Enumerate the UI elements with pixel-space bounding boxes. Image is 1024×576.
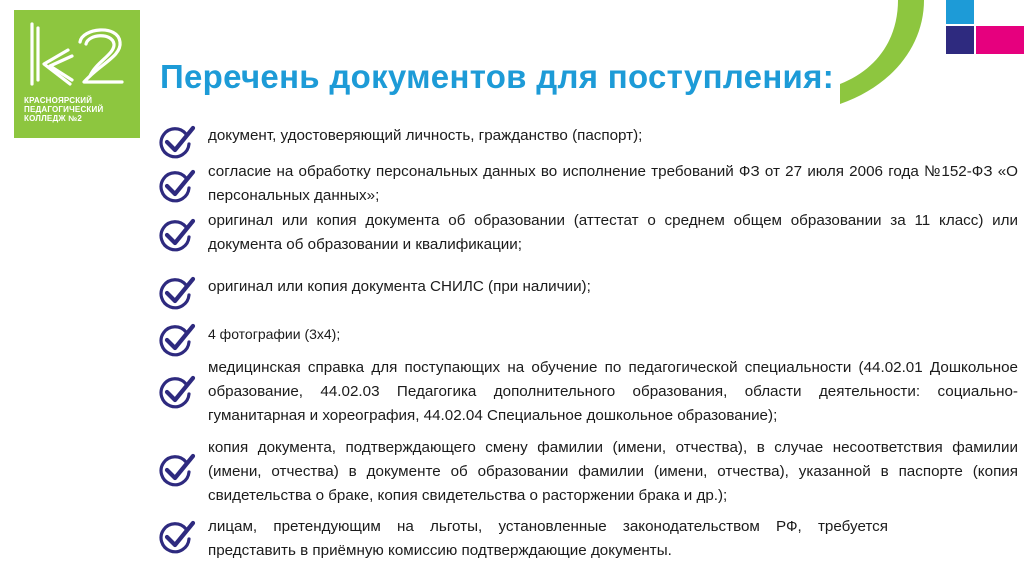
check-circle-icon: [156, 217, 196, 253]
list-item-text: 4 фотографии (3х4);: [208, 326, 341, 342]
list-item-text: копия документа, подтверждающего смену фамилии (имени, отчества), в случае несоответствия фамилии (имени, отчества) в документе об образовании фамилии (имени, отчества), указанной в паспорте (копия свидетельства о браке, копия свидетельства о расторжении брака и др.);: [208, 439, 1018, 504]
check-circle-icon: [156, 124, 196, 160]
list-item-text: согласие на обработку персональных данных во исполнение требований ФЗ от 27 июля 2006 года №152-ФЗ «О персональных данных»;: [208, 163, 1018, 204]
list-item-text: оригинал или копия документа СНИЛС (при наличии);: [208, 278, 591, 295]
logo-line: КРАСНОЯРСКИЙ: [24, 96, 93, 105]
check-circle-icon: [156, 452, 196, 488]
list-item-text: документ, удостоверяющий личность, гражданство (паспорт);: [208, 127, 643, 144]
list-item: [156, 160, 1018, 208]
list-item: [156, 322, 1018, 358]
corner-decoration: [840, 0, 1024, 110]
list-item: [156, 275, 1018, 315]
check-circle-icon: [156, 374, 196, 410]
logo-caption: [24, 96, 136, 123]
k2-logo-mark: [14, 10, 140, 94]
check-circle-icon: [156, 519, 196, 555]
list-item: [156, 356, 1018, 428]
college-logo: [14, 10, 140, 138]
list-item-text: лицам, претендующим на льготы, установленные законодательством РФ, требуется представить в приёмную комиссию подтверждающие документы.: [208, 518, 888, 559]
check-circle-icon: [156, 275, 196, 311]
list-item: [156, 209, 1018, 257]
list-item: [156, 436, 1018, 508]
list-item: [156, 515, 1018, 563]
pink-square: [976, 26, 1024, 54]
check-circle-icon: [156, 322, 196, 358]
list-item-text: медицинская справка для поступающих на обучение по педагогической специальности (44.02.01 Дошкольное образование, 44.02.03 Педагогика дополнительного образования, области деятельности: социально-гуманитарная и хореография, 44.02.04 Специальное дошкольное образование);: [208, 359, 1018, 424]
page-title: Перечень документов для поступления:: [160, 58, 834, 95]
logo-line: КОЛЛЕДЖ №2: [24, 114, 82, 123]
navy-square: [946, 26, 974, 54]
blue-square: [946, 0, 974, 24]
logo-line: ПЕДАГОГИЧЕСКИЙ: [24, 105, 104, 114]
list-item: [156, 124, 1018, 160]
check-circle-icon: [156, 168, 196, 204]
green-arc: [840, 0, 924, 104]
list-item-text: оригинал или копия документа об образовании (аттестат о среднем общем образовании за 11 класс) или документа об образовании и квалификации;: [208, 212, 1018, 253]
